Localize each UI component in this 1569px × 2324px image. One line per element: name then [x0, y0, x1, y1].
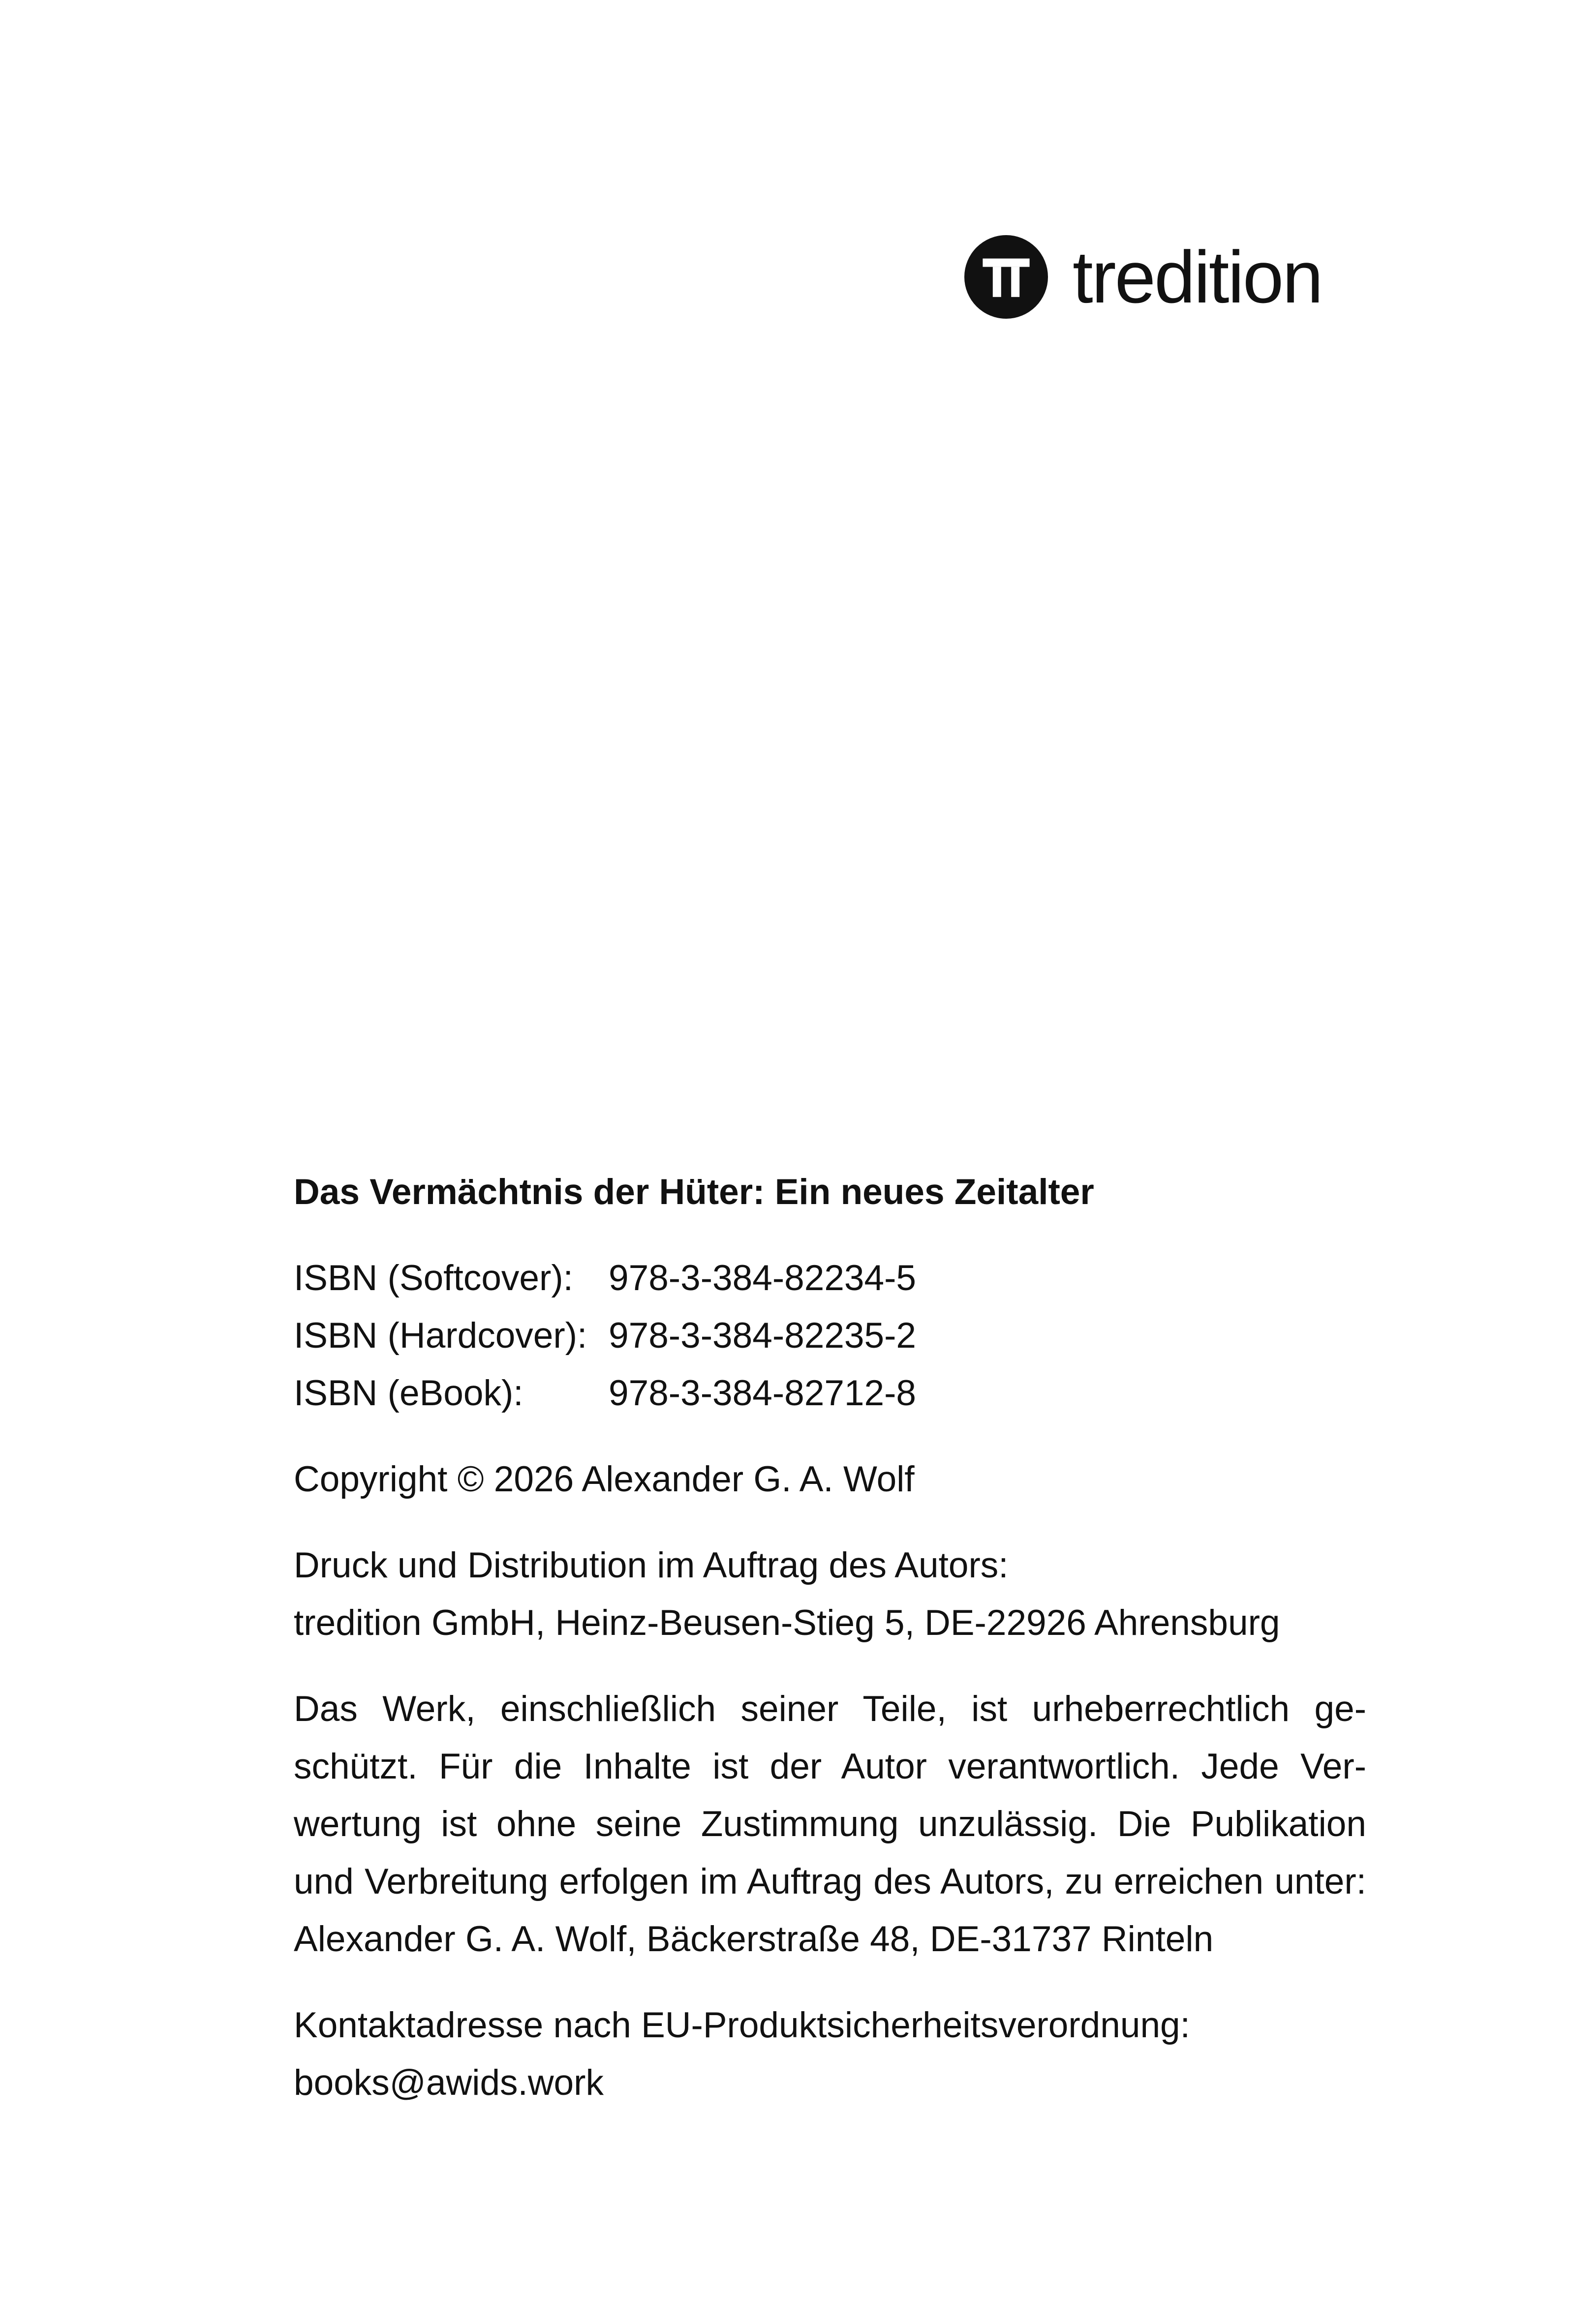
isbn-value: 978-3-384-82234-5 — [609, 1258, 917, 1298]
contact-info — [294, 1996, 1366, 2112]
copyright-text: Copyright © 2026 Alexander G. A. Wolf — [294, 1459, 915, 1499]
contact-email: books@awids.work — [294, 2063, 604, 2103]
isbn-list — [294, 1249, 1366, 1422]
publisher-logo — [964, 235, 1322, 319]
distribution-address: tredition GmbH, Heinz-Beusen-Stieg 5, DE-22926 Ahrensburg — [294, 1603, 1280, 1643]
isbn-value: 978-3-384-82235-2 — [609, 1316, 917, 1356]
tredition-t-badge-icon — [964, 235, 1048, 319]
isbn-label: ISBN (eBook): — [294, 1373, 523, 1413]
imprint-block — [294, 1163, 1366, 2112]
isbn-row-ebook — [294, 1364, 1366, 1422]
copyright-notice — [294, 1450, 1366, 1508]
legal-notice: Das Werk, einschließlich seiner Teile, ist urheberrechtlich geschützt. Für die Inhalte ist der Autor verantwortlich. Jede Verwertung ist ohne seine Zustimmung unzulässig. Die Publikation und Verbreitung erfolgen im Auftrag des Autors, zu erreichen unter: Alexander G. A. Wolf, Bäckerstraße 48, DE-31737 Rinteln — [294, 1689, 1366, 1959]
distribution-info — [294, 1537, 1366, 1652]
publisher-logo-text: tredition — [1073, 236, 1322, 318]
isbn-value: 978-3-384-82712-8 — [609, 1373, 917, 1413]
isbn-row-hardcover — [294, 1307, 1366, 1364]
isbn-label: ISBN (Hardcover): — [294, 1316, 587, 1356]
isbn-row-softcover — [294, 1249, 1366, 1307]
distribution-heading: Druck und Distribution im Auftrag des Autors: — [294, 1545, 1009, 1585]
isbn-label: ISBN (Softcover): — [294, 1258, 573, 1298]
book-title: Das Vermächtnis der Hüter: Ein neues Zeitalter — [294, 1172, 1094, 1212]
contact-heading: Kontaktadresse nach EU-Produktsicherheitsverordnung: — [294, 2005, 1190, 2045]
